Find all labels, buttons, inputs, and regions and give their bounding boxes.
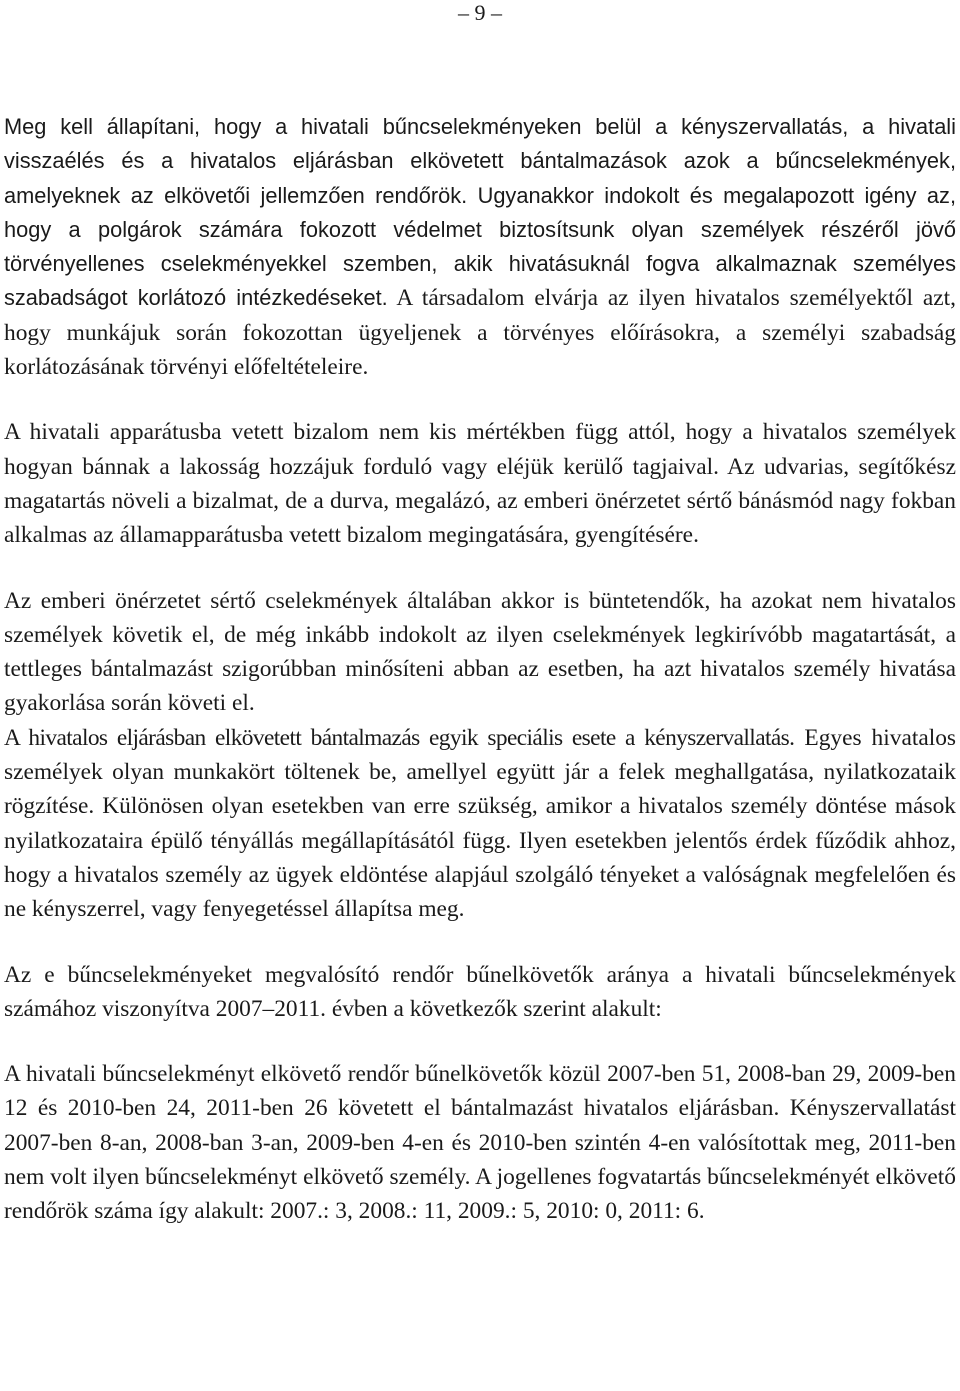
paragraph-1-sentence-3: A társadalom elvárja az ilyen hivatalos személyektől azt, hogy munkájuk során fokozottan ügyeljenek a törvényes előírásokra, a személyi szabadság korlátozásának törvényi előfeltételeire. <box>4 285 956 381</box>
document-body <box>4 110 956 1229</box>
paragraph-1 <box>4 110 956 384</box>
paragraph-5 <box>4 1057 956 1228</box>
paragraph-1-sentence-2: Ugyanakkor indokolt és megalapozott igény az, hogy a polgárok számára fokozott védelmet biztosítsunk olyan személyek részéről jövő törvényellenes cselekményekkel szemben, akik hivatásuknál fogva alkalmaznak személyes szabadságot korlátozó intézkedéseket. <box>4 182 957 311</box>
paragraph-3-sentence-3: Egyes hivatalos személyek olyan munkakört töltenek be, amellyel együtt jár a felek meghallgatása, nyilatkozataik rögzítése. Különösen olyan esetekben van erre szükség, amikor a hivatalos személy döntése mások nyilatkozataira épülő tényállás megállapításától függ. Ilyen esetekben jelentős érdek fűződik ahhoz, hogy a hivatalos személy az ügyek eldöntése alapjául szolgáló tényeket a valóságnak megfelelően és ne kényszerrel, vagy fenyegetéssel állapítsa meg. <box>4 724 957 923</box>
paragraph-3 <box>4 584 956 927</box>
paragraph-2 <box>4 415 956 552</box>
page-number: – 9 – <box>458 0 502 25</box>
paragraph-4 <box>4 958 956 1027</box>
paragraph-2-text: A hivatali apparátusba vetett bizalom nem kis mértékben függ attól, hogy a hivatalos személyek hogyan bánnak a lakosság hozzájuk forduló vagy eléjük kerülő tagjaival. Az udvarias, segítőkész magatartás növeli a bizalmat, de a durva, megalázó, az emberi önérzetet sértő bánásmód nagy fokban alkalmas az államapparátusba vetett bizalom megingatására, gyengítésére. <box>4 419 956 549</box>
paragraph-3-sentence-2: A hivatalos eljárásban elkövetett bántalmazás egyik speciális esete a kényszervallatás. <box>4 724 795 751</box>
paragraph-1-sentence-1: Meg kell állapítani, hogy a hivatali bűncselekményeken belül a kényszervallatás, a hivatali visszaélés és a hivatalos eljárásban elkövetett bántalmazások azok a bűncselekmények, amelyeknek az elkövetői jellemzően rendőrök. <box>4 114 956 208</box>
paragraph-4-text: Az e bűncselekményeket megvalósító rendőr bűnelkövetők aránya a hivatali bűncselekmények számához viszonyítva 2007–2011. évben a következők szerint alakult: <box>4 961 956 1022</box>
paragraph-5-text: A hivatali bűncselekményt elkövető rendőr bűnelkövetők közül 2007-ben 51, 2008-ban 29, 2009-ben 12 és 2010-ben 24, 2011-ben 26 követett el bántalmazást hivatalos eljárásban. Kényszervallatást 2007-ben 8-an, 2008-ban 3-an, 2009-ben 4-en és 2010-ben szintén 4-en valósítottak meg, 2011-ben nem volt ilyen bűncselekményt elkövető személy. A jogellenes fogvatartás bűncselekményét elkövető rendőrök száma így alakult: 2007.: 3, 2008.: 11, 2009.: 5, 2010: 0, 2011: 6. <box>4 1061 956 1225</box>
paragraph-3-sentence-1: Az emberi önérzetet sértő cselekmények általában akkor is büntetendők, ha azokat nem hivatalos személyek követik el, de még inkább indokolt az ilyen cselekmények legkirívóbb magatartását, a tettleges bántalmazást szigorúbban minősíteni abban az esetben, ha azt hivatalos személy hivatása gyakorlása során követi el. <box>4 587 956 717</box>
